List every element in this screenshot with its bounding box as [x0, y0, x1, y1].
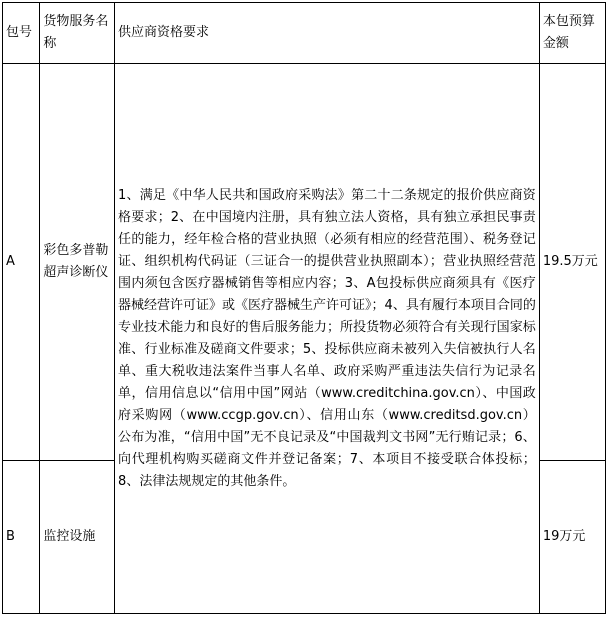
goods-name-cell: 监控设施: [40, 461, 115, 614]
budget-cell: 19万元: [539, 461, 605, 614]
requirements-cell: 1、满足《中华人民共和国政府采购法》第二十二条规定的报价供应商资格要求；2、在中国境内注册，具有独立法人资格，具有独立承担民事责任的能力，经年检合格的营业执照（必须有相应的经营范围）、税务登记证、组织机构代码证（三证合一的提供营业执照副本）；营业执照经营范围内须包含医疗器械销售等相应内容；3、A包投标供应商须具有《医疗器械经营许可证》或《医疗器械生产许可证》；4、具有履行本项目合同的专业技术能力和良好的售后服务能力；所投货物必须符合有关现行国家标准、行业标准及磋商文件要求；5、投标供应商未被列入失信被执行人名单、重大税收违法案件当事人名单、政府采购严重违法失信行为记录名单，信用信息以“信用中国”网站（www.creditchina.gov.cn）、中国政府采购网（www.ccgp.gov.cn）、信用山东（www.creditsd.gov.cn）公布为准，“信用中国”无不良记录及“中国裁判文书网”无行贿记录；6、向代理机构购买磋商文件并登记备案；7、本项目不接受联合体投标；8、法律法规规定的其他条件。: [115, 64, 540, 614]
goods-name-cell: 彩色多普勒超声诊断仪: [40, 64, 115, 461]
table-row: [3, 64, 606, 461]
header-requirements: 供应商资格要求: [115, 3, 540, 64]
supplier-qualification-table: [2, 2, 606, 614]
header-package-no: 包号: [3, 3, 40, 64]
package-no-cell: B: [3, 461, 40, 614]
budget-cell: 19.5万元: [539, 64, 605, 461]
header-budget: 本包预算金额: [539, 3, 605, 64]
package-no-cell: A: [3, 64, 40, 461]
table-header-row: [3, 3, 606, 64]
header-goods-name: 货物服务名称: [40, 3, 115, 64]
